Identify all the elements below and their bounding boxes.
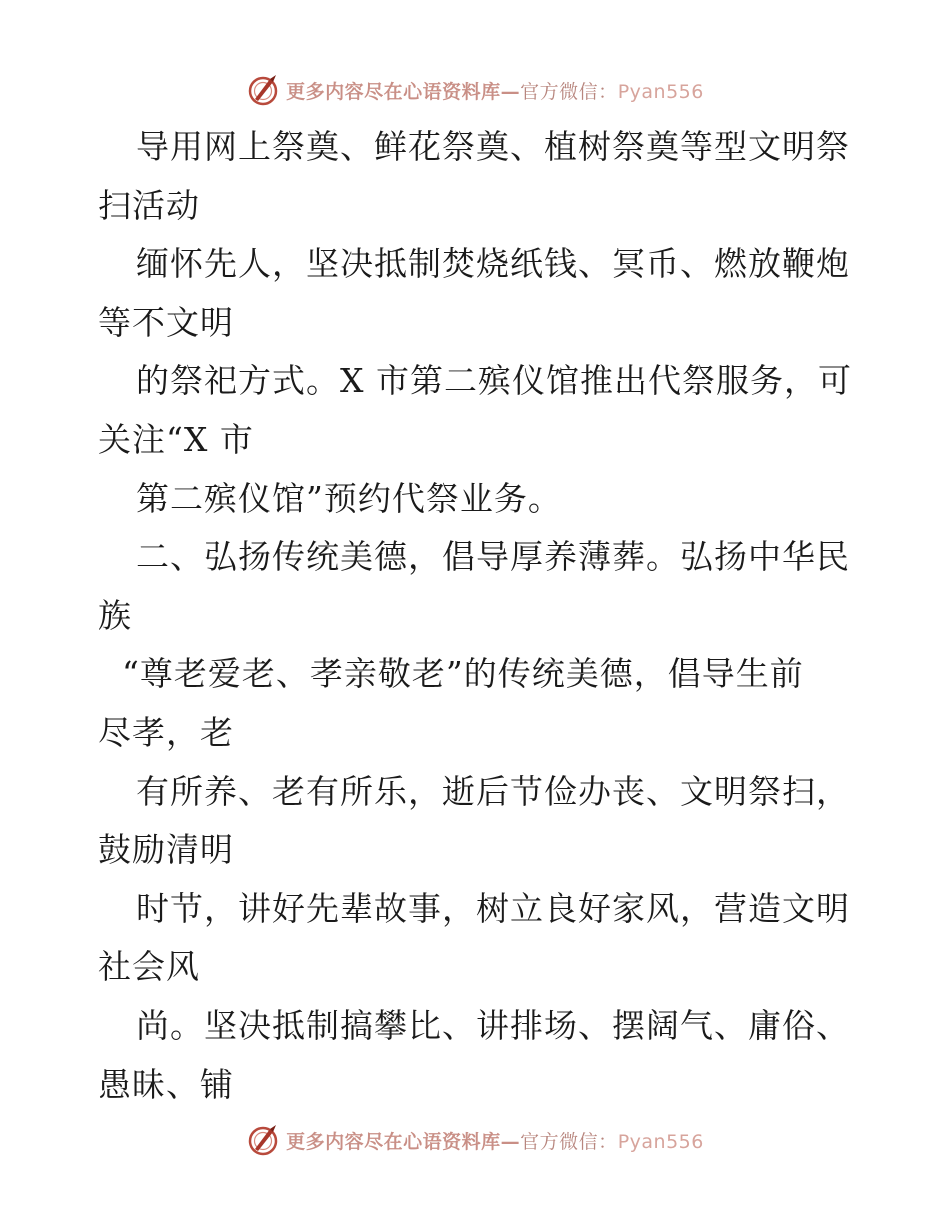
text-line: 有所养、老有所乐，逝后节俭办丧、文明祭扫，	[136, 771, 850, 811]
text-line: 社会风	[98, 947, 200, 987]
header-banner	[0, 70, 950, 110]
banner-text	[286, 77, 704, 104]
banner-text	[286, 1127, 704, 1154]
footer-banner	[0, 1120, 950, 1160]
banner-handle: Pyan556	[617, 80, 704, 103]
body-text	[98, 118, 858, 1114]
banner-wechat-label: 官方微信：	[520, 1130, 618, 1153]
text-line: 的祭祀方式。X 市第二殡仪馆推出代祭服务，可	[136, 361, 852, 401]
text-line: 导用网上祭奠、鲜花祭奠、植树祭奠等型文明祭	[136, 127, 850, 166]
text-line: 等不文明	[98, 302, 234, 342]
text-line: 二、弘扬传统美德，倡导厚养薄葬。弘扬中华民	[136, 537, 850, 577]
text-line: 缅怀先人，坚决抵制焚烧纸钱、冥币、燃放鞭炮	[136, 244, 850, 284]
quill-logo-icon	[246, 1123, 280, 1157]
text-line: 时节，讲好先辈故事，树立良好家风，营造文明	[136, 888, 850, 928]
banner-slogan: 更多内容尽在心语资料库—	[286, 80, 521, 103]
text-line: “尊老爱老、孝亲敬老”的传统美德，倡导生前	[122, 654, 804, 694]
text-line: 尚。坚决抵制搞攀比、讲排场、摆阔气、庸俗、	[136, 1005, 850, 1045]
banner-wechat-label: 官方微信：	[520, 80, 618, 103]
text-line: 第二殡仪馆”预约代祭业务。	[136, 478, 562, 518]
text-line: 关注“X 市	[98, 419, 254, 459]
text-line: 族	[98, 595, 132, 635]
quill-logo-icon	[246, 73, 280, 107]
text-line: 愚昧、铺	[98, 1064, 234, 1104]
text-line: 扫活动	[98, 185, 200, 225]
text-line: 尽孝，老	[98, 712, 234, 752]
banner-slogan: 更多内容尽在心语资料库—	[286, 1130, 521, 1153]
banner-handle: Pyan556	[617, 1130, 704, 1153]
text-line: 鼓励清明	[98, 830, 234, 870]
